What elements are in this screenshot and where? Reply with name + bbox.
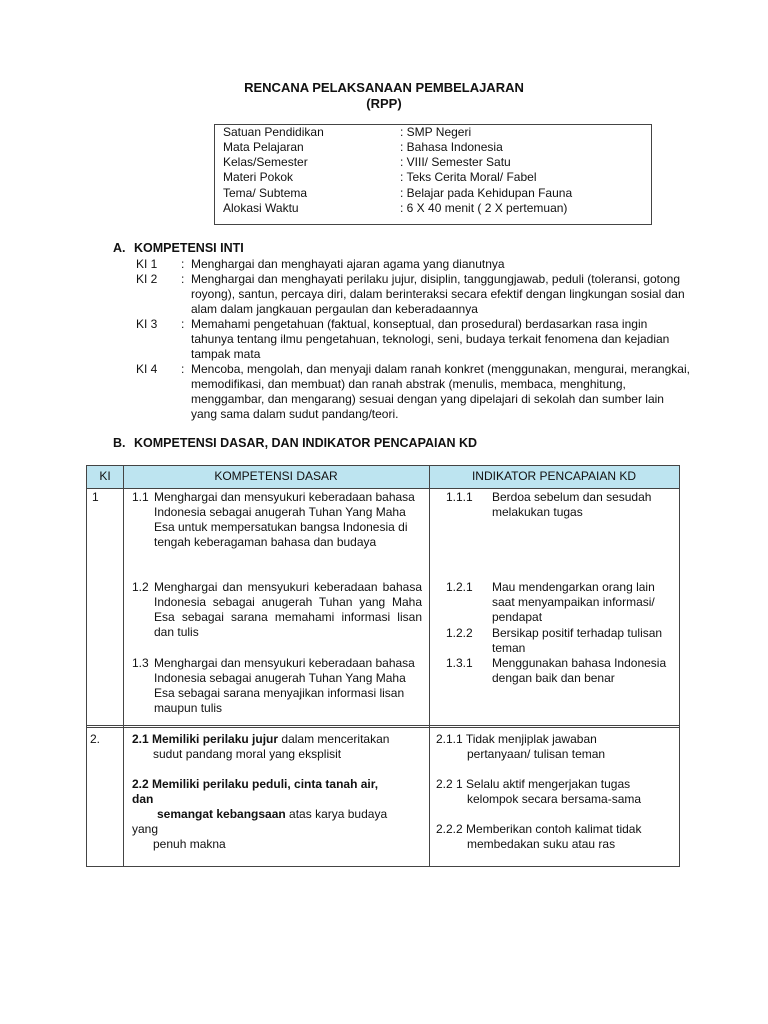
column-divider <box>123 466 124 866</box>
indikator-number: 2.1.1 <box>436 732 463 746</box>
kd-2-2-line1 <box>132 777 378 792</box>
ki-text: Menghargai dan menghayati perilaku jujur, disiplin, tanggungjawab, peduli (toleransi, gotong royong), santun, percaya diri, dalam berinteraksi secara efektif dengan lingkungan sosial dan alam dalam jangkauan pergaulan dan keberadaannya <box>191 272 685 316</box>
ki-code: KI 1 <box>136 257 158 271</box>
column-divider <box>429 466 430 866</box>
indikator-text: Tidak menjiplak jawaban <box>465 732 597 746</box>
indikator-number: 2.2.2 <box>436 822 463 836</box>
section-title: KOMPETENSI DASAR, DAN INDIKATOR PENCAPAIAN KD <box>134 436 478 450</box>
indikator-text: Bersikap positif terhadap tulisan teman <box>492 626 663 655</box>
indikator-number: 1.3.1 <box>446 656 473 670</box>
kd-text: yang <box>132 822 159 836</box>
section-a-heading <box>113 241 244 256</box>
ki-colon: : <box>181 317 185 331</box>
indikator-text: Berdoa sebelum dan sesudah melakukan tugas <box>492 490 652 519</box>
kd-2-2-line3 <box>157 807 387 822</box>
kd-text: Menghargai dan mensyukuri keberadaan bahasa Indonesia sebagai anugerah Tuhan Yang Maha Esa sebagai sarana menyajikan informasi lisan maupun tulis <box>154 656 415 715</box>
row-divider <box>87 727 679 728</box>
kd-number: 1.1 <box>132 490 149 504</box>
kd-number: 1.3 <box>132 656 149 670</box>
indikator-text: pertanyaan/ tulisan teman <box>467 747 606 761</box>
indikator-text: Selalu aktif mengerjakan tugas <box>466 777 631 791</box>
info-label: Alokasi Waktu <box>223 201 299 215</box>
row-ki-number: 2. <box>90 732 101 746</box>
ki-code: KI 2 <box>136 272 158 286</box>
title-line-2: (RPP) <box>366 96 402 111</box>
row-divider <box>87 725 679 726</box>
kd-number: 1.2 <box>132 580 149 594</box>
kd-bold-text: dan <box>132 792 154 806</box>
indikator-item <box>436 732 597 747</box>
info-value: : Bahasa Indonesia <box>400 140 503 154</box>
ki-colon: : <box>181 362 185 376</box>
kd-2-2-line2 <box>132 792 153 807</box>
info-value: : 6 X 40 menit ( 2 X pertemuan) <box>400 201 568 215</box>
indikator-item <box>436 822 641 837</box>
kd-text: atas karya budaya <box>285 807 388 821</box>
header-ki: KI <box>99 469 111 483</box>
info-label: Satuan Pendidikan <box>223 125 324 139</box>
kd-bold-text: 2.2 Memiliki perilaku peduli, cinta tanah air, <box>132 777 379 791</box>
kd-bold-text: 2.1 Memiliki perilaku jujur <box>132 732 279 746</box>
ki-colon: : <box>181 272 185 286</box>
section-letter: B. <box>113 436 126 450</box>
ki-text: Memahami pengetahuan (faktual, konseptual, dan prosedural) berdasarkan rasa ingin tahunya tentang ilmu pengetahuan, teknologi, seni, budaya terkait fenomena dan kejadian tampak mata <box>191 317 670 361</box>
section-title: KOMPETENSI INTI <box>134 241 244 255</box>
info-value: : Teks Cerita Moral/ Fabel <box>400 170 537 184</box>
info-label: Kelas/Semester <box>223 155 308 169</box>
indikator-number: 1.2.2 <box>446 626 473 640</box>
header-kd: KOMPETENSI DASAR <box>214 469 338 483</box>
indikator-item <box>436 777 630 792</box>
indikator-text: Mau mendengarkan orang lain saat menyampaikan informasi/ pendapat <box>492 580 655 624</box>
info-value: : SMP Negeri <box>400 125 472 139</box>
kd-bold-text: semangat kebangsaan <box>157 807 286 821</box>
table-header <box>87 466 679 489</box>
indikator-text: kelompok secara bersama-sama <box>467 792 642 806</box>
kd-text: penuh makna <box>153 837 226 851</box>
kd-2-1 <box>132 732 389 747</box>
indikator-number: 2.2 1 <box>436 777 463 791</box>
ki-code: KI 4 <box>136 362 158 376</box>
header-indikator: INDIKATOR PENCAPAIAN KD <box>471 469 637 483</box>
document-title <box>0 80 768 112</box>
kd-text: sudut pandang moral yang eksplisit <box>153 747 342 761</box>
indikator-number: 1.1.1 <box>446 490 473 504</box>
indikator-text: Menggunakan bahasa Indonesia dengan baik dan benar <box>492 656 667 685</box>
kd-text: Menghargai dan mensyukuri keberadaan bahasa Indonesia sebagai anugerah Tuhan Yang Maha Esa untuk mempersatukan bangsa Indonesia di tengah keberagaman bahasa dan budaya <box>154 490 415 549</box>
info-value: : VIII/ Semester Satu <box>400 155 511 169</box>
kd-text: Menghargai dan mensyukuri keberadaan bahasa Indonesia sebagai anugerah Tuhan yang Maha Esa sebagai sarana memahami informasi lisan dan tulis <box>154 580 422 639</box>
kd-text: dalam menceritakan <box>278 732 390 746</box>
ki-text: Menghargai dan menghayati ajaran agama yang dianutnya <box>191 257 505 271</box>
row-ki-number: 1 <box>92 490 99 504</box>
info-label: Materi Pokok <box>223 170 294 184</box>
info-label: Tema/ Subtema <box>223 186 308 200</box>
info-label: Mata Pelajaran <box>223 140 304 154</box>
indikator-number: 1.2.1 <box>446 580 473 594</box>
title-line-1: RENCANA PELAKSANAAN PEMBELAJARAN <box>244 80 524 95</box>
indikator-text: membedakan suku atau ras <box>467 837 616 851</box>
section-b-heading <box>113 436 477 451</box>
identity-box <box>214 124 652 225</box>
ki-text: Mencoba, mengolah, dan menyaji dalam ranah konkret (menggunakan, mengurai, merangkai, memodifikasi, dan membuat) dan ranah abstrak (menulis, membaca, menghitung, menggambar, dan mengarang) sesuai dengan yang dipelajari di sekolah dan sumber lain yang sama dalam sudut pandang/teori. <box>191 362 690 421</box>
info-value: : Belajar pada Kehidupan Fauna <box>400 186 573 200</box>
ki-code: KI 3 <box>136 317 158 331</box>
section-letter: A. <box>113 241 126 255</box>
ki-colon: : <box>181 257 185 271</box>
indikator-text: Memberikan contoh kalimat tidak <box>466 822 642 836</box>
